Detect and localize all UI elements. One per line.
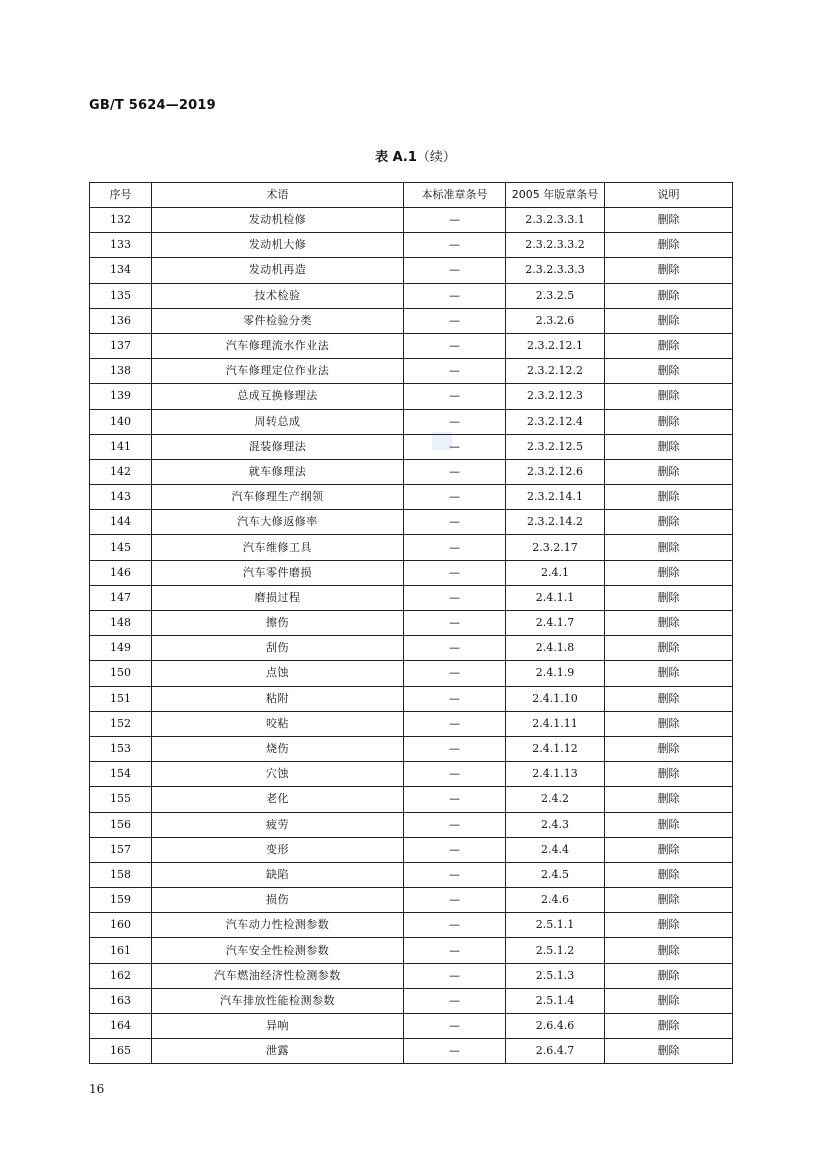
row-2005-clause: 2.3.2.6 xyxy=(506,308,605,333)
row-term: 汽车动力性检测参数 xyxy=(152,913,404,938)
row-2005-clause: 2.3.2.3.3.1 xyxy=(506,208,605,233)
row-current-clause: — xyxy=(404,686,506,711)
row-2005-clause: 2.4.1.9 xyxy=(506,661,605,686)
row-number: 142 xyxy=(90,459,152,484)
row-term: 穴蚀 xyxy=(152,762,404,787)
table-row xyxy=(90,938,733,963)
row-term: 混装修理法 xyxy=(152,434,404,459)
page-number: 16 xyxy=(89,1082,105,1096)
row-2005-clause: 2.3.2.12.6 xyxy=(506,459,605,484)
row-remark: 删除 xyxy=(605,535,733,560)
row-number: 157 xyxy=(90,837,152,862)
row-remark: 删除 xyxy=(605,384,733,409)
row-current-clause: — xyxy=(404,308,506,333)
row-number: 149 xyxy=(90,636,152,661)
row-remark: 删除 xyxy=(605,636,733,661)
row-2005-clause: 2.3.2.5 xyxy=(506,283,605,308)
row-remark: 删除 xyxy=(605,938,733,963)
row-remark: 删除 xyxy=(605,258,733,283)
table-row xyxy=(90,988,733,1013)
row-remark: 删除 xyxy=(605,787,733,812)
row-2005-clause: 2.4.2 xyxy=(506,787,605,812)
row-current-clause: — xyxy=(404,283,506,308)
row-number: 137 xyxy=(90,333,152,358)
row-number: 139 xyxy=(90,384,152,409)
row-2005-clause: 2.4.1.8 xyxy=(506,636,605,661)
row-term: 汽车修理流水作业法 xyxy=(152,333,404,358)
row-current-clause: — xyxy=(404,913,506,938)
table-row xyxy=(90,459,733,484)
table-row xyxy=(90,585,733,610)
row-term: 异响 xyxy=(152,1014,404,1039)
row-remark: 删除 xyxy=(605,1014,733,1039)
row-term: 总成互换修理法 xyxy=(152,384,404,409)
table-row xyxy=(90,384,733,409)
row-term: 疲劳 xyxy=(152,812,404,837)
table-row xyxy=(90,661,733,686)
row-number: 160 xyxy=(90,913,152,938)
row-current-clause: — xyxy=(404,837,506,862)
row-number: 135 xyxy=(90,283,152,308)
row-2005-clause: 2.6.4.7 xyxy=(506,1039,605,1064)
table-row xyxy=(90,837,733,862)
row-current-clause: — xyxy=(404,888,506,913)
table-row xyxy=(90,762,733,787)
row-term: 汽车维修工具 xyxy=(152,535,404,560)
row-term: 汽车零件磨损 xyxy=(152,560,404,585)
row-2005-clause: 2.4.6 xyxy=(506,888,605,913)
row-remark: 删除 xyxy=(605,485,733,510)
row-2005-clause: 2.3.2.12.5 xyxy=(506,434,605,459)
row-term: 擦伤 xyxy=(152,611,404,636)
row-term: 汽车大修返修率 xyxy=(152,510,404,535)
row-number: 143 xyxy=(90,485,152,510)
row-number: 159 xyxy=(90,888,152,913)
row-remark: 删除 xyxy=(605,333,733,358)
row-number: 161 xyxy=(90,938,152,963)
table-row xyxy=(90,913,733,938)
row-remark: 删除 xyxy=(605,459,733,484)
column-header-current-clause: 本标准章条号 xyxy=(404,183,506,208)
table-row xyxy=(90,359,733,384)
row-remark: 删除 xyxy=(605,812,733,837)
table-row xyxy=(90,434,733,459)
row-2005-clause: 2.5.1.2 xyxy=(506,938,605,963)
row-2005-clause: 2.3.2.12.4 xyxy=(506,409,605,434)
row-number: 146 xyxy=(90,560,152,585)
table-caption-label: 表 A.1 xyxy=(375,150,417,165)
row-number: 147 xyxy=(90,585,152,610)
row-number: 138 xyxy=(90,359,152,384)
row-number: 150 xyxy=(90,661,152,686)
table-caption xyxy=(0,146,831,165)
table-row xyxy=(90,510,733,535)
row-2005-clause: 2.4.1.12 xyxy=(506,736,605,761)
table-row xyxy=(90,560,733,585)
row-term: 磨损过程 xyxy=(152,585,404,610)
row-current-clause: — xyxy=(404,485,506,510)
row-2005-clause: 2.4.5 xyxy=(506,862,605,887)
row-term: 汽车修理生产纲领 xyxy=(152,485,404,510)
table-row xyxy=(90,485,733,510)
row-number: 154 xyxy=(90,762,152,787)
row-remark: 删除 xyxy=(605,988,733,1013)
row-remark: 删除 xyxy=(605,208,733,233)
row-2005-clause: 2.3.2.3.3.3 xyxy=(506,258,605,283)
column-header-term: 术语 xyxy=(152,183,404,208)
row-number: 153 xyxy=(90,736,152,761)
row-current-clause: — xyxy=(404,963,506,988)
row-term: 老化 xyxy=(152,787,404,812)
row-2005-clause: 2.4.1.10 xyxy=(506,686,605,711)
row-number: 162 xyxy=(90,963,152,988)
row-current-clause: — xyxy=(404,384,506,409)
row-term: 刮伤 xyxy=(152,636,404,661)
row-remark: 删除 xyxy=(605,585,733,610)
table-row xyxy=(90,1014,733,1039)
terms-table xyxy=(89,182,733,1064)
row-number: 148 xyxy=(90,611,152,636)
row-2005-clause: 2.4.1.7 xyxy=(506,611,605,636)
row-term: 就车修理法 xyxy=(152,459,404,484)
row-term: 损伤 xyxy=(152,888,404,913)
table-row xyxy=(90,333,733,358)
row-term: 零件检验分类 xyxy=(152,308,404,333)
row-number: 163 xyxy=(90,988,152,1013)
row-2005-clause: 2.5.1.4 xyxy=(506,988,605,1013)
row-2005-clause: 2.6.4.6 xyxy=(506,1014,605,1039)
row-number: 151 xyxy=(90,686,152,711)
row-current-clause: — xyxy=(404,535,506,560)
row-current-clause: — xyxy=(404,812,506,837)
row-term: 变形 xyxy=(152,837,404,862)
row-2005-clause: 2.3.2.12.1 xyxy=(506,333,605,358)
row-2005-clause: 2.3.2.3.3.2 xyxy=(506,233,605,258)
row-number: 133 xyxy=(90,233,152,258)
row-number: 136 xyxy=(90,308,152,333)
row-number: 134 xyxy=(90,258,152,283)
table-row xyxy=(90,812,733,837)
row-number: 140 xyxy=(90,409,152,434)
row-current-clause: — xyxy=(404,1039,506,1064)
table-row xyxy=(90,686,733,711)
row-current-clause: — xyxy=(404,459,506,484)
row-current-clause: — xyxy=(404,938,506,963)
row-number: 155 xyxy=(90,787,152,812)
row-current-clause: — xyxy=(404,258,506,283)
row-2005-clause: 2.4.1.13 xyxy=(506,762,605,787)
table-row xyxy=(90,283,733,308)
row-2005-clause: 2.4.1.1 xyxy=(506,585,605,610)
row-remark: 删除 xyxy=(605,963,733,988)
column-header-2005-clause: 2005 年版章条号 xyxy=(506,183,605,208)
row-number: 132 xyxy=(90,208,152,233)
row-2005-clause: 2.3.2.12.2 xyxy=(506,359,605,384)
row-current-clause: — xyxy=(404,736,506,761)
row-term: 技术检验 xyxy=(152,283,404,308)
row-2005-clause: 2.3.2.14.2 xyxy=(506,510,605,535)
row-2005-clause: 2.4.4 xyxy=(506,837,605,862)
row-current-clause: — xyxy=(404,560,506,585)
row-term: 周转总成 xyxy=(152,409,404,434)
row-number: 158 xyxy=(90,862,152,887)
row-number: 164 xyxy=(90,1014,152,1039)
table-row xyxy=(90,611,733,636)
row-number: 152 xyxy=(90,711,152,736)
row-current-clause: — xyxy=(404,611,506,636)
row-term: 汽车排放性能检测参数 xyxy=(152,988,404,1013)
column-header-number: 序号 xyxy=(90,183,152,208)
row-2005-clause: 2.5.1.1 xyxy=(506,913,605,938)
row-remark: 删除 xyxy=(605,686,733,711)
row-current-clause: — xyxy=(404,208,506,233)
row-current-clause: — xyxy=(404,862,506,887)
table-row xyxy=(90,208,733,233)
row-current-clause: — xyxy=(404,409,506,434)
row-remark: 删除 xyxy=(605,560,733,585)
table-body xyxy=(90,208,733,1064)
row-remark: 删除 xyxy=(605,661,733,686)
row-current-clause: — xyxy=(404,585,506,610)
row-remark: 删除 xyxy=(605,762,733,787)
row-number: 144 xyxy=(90,510,152,535)
row-2005-clause: 2.3.2.12.3 xyxy=(506,384,605,409)
table-row xyxy=(90,636,733,661)
row-current-clause: — xyxy=(404,762,506,787)
row-current-clause: — xyxy=(404,1014,506,1039)
table-row xyxy=(90,862,733,887)
column-header-remark: 说明 xyxy=(605,183,733,208)
table-row xyxy=(90,963,733,988)
row-term: 汽车燃油经济性检测参数 xyxy=(152,963,404,988)
row-remark: 删除 xyxy=(605,862,733,887)
row-number: 156 xyxy=(90,812,152,837)
row-remark: 删除 xyxy=(605,611,733,636)
row-term: 泄露 xyxy=(152,1039,404,1064)
row-term: 点蚀 xyxy=(152,661,404,686)
row-current-clause: — xyxy=(404,988,506,1013)
row-term: 汽车安全性检测参数 xyxy=(152,938,404,963)
row-term: 发动机大修 xyxy=(152,233,404,258)
row-remark: 删除 xyxy=(605,409,733,434)
row-2005-clause: 2.4.1 xyxy=(506,560,605,585)
table-row xyxy=(90,308,733,333)
row-remark: 删除 xyxy=(605,233,733,258)
row-2005-clause: 2.5.1.3 xyxy=(506,963,605,988)
row-remark: 删除 xyxy=(605,837,733,862)
row-term: 缺陷 xyxy=(152,862,404,887)
row-current-clause: — xyxy=(404,333,506,358)
standard-code: GB/T 5624—2019 xyxy=(89,98,216,113)
row-term: 发动机再造 xyxy=(152,258,404,283)
row-2005-clause: 2.3.2.17 xyxy=(506,535,605,560)
row-current-clause: — xyxy=(404,359,506,384)
row-remark: 删除 xyxy=(605,283,733,308)
row-2005-clause: 2.3.2.14.1 xyxy=(506,485,605,510)
table-row xyxy=(90,711,733,736)
table-row xyxy=(90,1039,733,1064)
row-current-clause: — xyxy=(404,636,506,661)
table-row xyxy=(90,888,733,913)
row-remark: 删除 xyxy=(605,510,733,535)
row-current-clause: — xyxy=(404,233,506,258)
table-caption-suffix: （续） xyxy=(416,150,456,165)
row-remark: 删除 xyxy=(605,308,733,333)
row-current-clause: — xyxy=(404,787,506,812)
table-row xyxy=(90,736,733,761)
table-row xyxy=(90,535,733,560)
row-current-clause: — xyxy=(404,434,506,459)
row-remark: 删除 xyxy=(605,736,733,761)
table-row xyxy=(90,258,733,283)
row-term: 烧伤 xyxy=(152,736,404,761)
table-header-row xyxy=(90,183,733,208)
row-number: 145 xyxy=(90,535,152,560)
row-remark: 删除 xyxy=(605,1039,733,1064)
row-remark: 删除 xyxy=(605,888,733,913)
row-current-clause: — xyxy=(404,661,506,686)
row-term: 粘附 xyxy=(152,686,404,711)
table-row xyxy=(90,233,733,258)
row-remark: 删除 xyxy=(605,913,733,938)
table-row xyxy=(90,787,733,812)
row-term: 汽车修理定位作业法 xyxy=(152,359,404,384)
table-row xyxy=(90,409,733,434)
row-current-clause: — xyxy=(404,510,506,535)
row-2005-clause: 2.4.1.11 xyxy=(506,711,605,736)
row-remark: 删除 xyxy=(605,711,733,736)
row-term: 发动机检修 xyxy=(152,208,404,233)
row-number: 141 xyxy=(90,434,152,459)
row-remark: 删除 xyxy=(605,359,733,384)
row-current-clause: — xyxy=(404,711,506,736)
row-number: 165 xyxy=(90,1039,152,1064)
row-term: 咬粘 xyxy=(152,711,404,736)
row-2005-clause: 2.4.3 xyxy=(506,812,605,837)
row-remark: 删除 xyxy=(605,434,733,459)
